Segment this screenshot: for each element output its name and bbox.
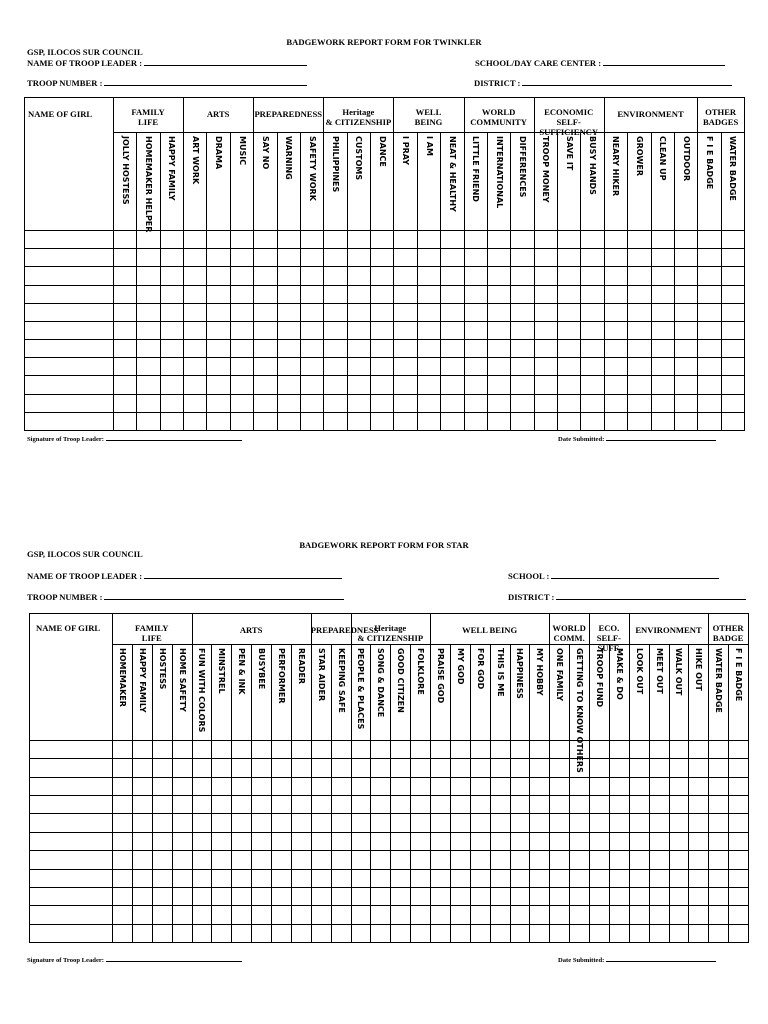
badge-name: HOMEMAKER — [117, 648, 127, 707]
name-of-girl-header: NAME OF GIRL — [36, 623, 101, 633]
group-header: WORLD COMM. — [552, 623, 586, 643]
group-divider — [253, 98, 254, 430]
badge-column-divider — [132, 644, 133, 942]
badge-column-divider — [300, 132, 301, 430]
badge-name: JOLLY HOSTESS — [120, 136, 130, 205]
signature-blank[interactable] — [106, 435, 242, 441]
date-submitted-blank[interactable] — [606, 435, 716, 441]
badge-column-divider — [669, 644, 670, 942]
badge-name: LOOK OUT — [634, 648, 644, 695]
group-divider — [323, 98, 324, 430]
group-header-divider — [113, 132, 744, 133]
badge-name: WATER BADGE — [714, 648, 724, 713]
badge-column-divider — [136, 132, 137, 430]
badge-column-divider — [688, 644, 689, 942]
table-row-line — [30, 832, 748, 833]
group-divider — [192, 614, 193, 942]
badge-name: I PRAY — [401, 136, 411, 166]
district-field[interactable] — [474, 78, 732, 88]
badge-column-divider — [331, 644, 332, 942]
district-field[interactable] — [508, 592, 746, 602]
badge-column-divider — [609, 644, 610, 942]
badge-name: GROWER — [634, 136, 644, 176]
girl-name-cell[interactable] — [31, 778, 111, 794]
table-row-line — [30, 905, 748, 906]
group-divider — [393, 98, 394, 430]
girl-name-cell[interactable] — [26, 322, 112, 338]
girl-name-cell[interactable] — [26, 231, 112, 247]
badge-name: STAR AIDER — [316, 648, 326, 702]
girl-name-cell[interactable] — [31, 870, 111, 886]
school-label: SCHOOL/DAY CARE CENTER : — [475, 58, 602, 68]
group-divider — [430, 614, 431, 942]
girl-name-cell[interactable] — [31, 851, 111, 867]
troop-leader-label: NAME OF TROOP LEADER : — [27, 58, 143, 68]
badge-column-divider — [410, 644, 411, 942]
badge-name: SONG & DANCE — [376, 648, 386, 718]
badge-column-divider — [160, 132, 161, 430]
group-header: PREPAREDNESS — [254, 109, 323, 119]
badge-name: MAKE & DO — [614, 648, 624, 700]
badge-name: BUSYBEE — [257, 648, 267, 690]
troop-number-field[interactable] — [27, 592, 344, 602]
girl-name-cell[interactable] — [31, 759, 111, 775]
badge-name: SAVE IT — [564, 136, 574, 171]
badge-name: HAPPY FAMILY — [167, 136, 177, 201]
badge-column-divider — [728, 644, 729, 942]
badge-column-divider — [651, 132, 652, 430]
table-row-line — [25, 394, 744, 395]
girl-name-cell[interactable] — [26, 413, 112, 429]
badge-column-divider — [370, 644, 371, 942]
name-of-girl-header: NAME OF GIRL — [28, 109, 93, 119]
date-submitted-blank[interactable] — [606, 956, 716, 962]
badge-name: TROOP FUND — [594, 648, 604, 708]
signature-blank[interactable] — [106, 956, 242, 962]
table-row-line — [25, 339, 744, 340]
badge-column-divider — [390, 644, 391, 942]
badge-name: BUSY HANDS — [588, 136, 598, 195]
badge-name: PERFORMER — [276, 648, 286, 704]
form-title: BADGEWORK REPORT FORM FOR STAR — [299, 540, 469, 550]
badge-name: ART WORK — [190, 136, 200, 185]
troop-leader-label: NAME OF TROOP LEADER : — [27, 571, 143, 581]
group-divider — [629, 614, 630, 942]
badge-column-divider — [721, 132, 722, 430]
council-name: GSP, ILOCOS SUR COUNCIL — [27, 549, 143, 559]
group-divider — [708, 614, 709, 942]
badge-name: PEN & INK — [237, 648, 247, 695]
badge-name: CUSTOMS — [354, 136, 364, 181]
badge-column-divider — [206, 132, 207, 430]
badge-name: SAFETY WORK — [307, 136, 317, 201]
district-blank[interactable] — [556, 592, 746, 600]
group-divider — [549, 614, 550, 942]
badge-name: TROOP MONEY — [541, 136, 551, 203]
badge-name: INTERNATIONAL — [494, 136, 504, 209]
badge-name: NEARY HIKER — [611, 136, 621, 197]
badge-name: HOSTESS — [157, 648, 167, 690]
district-label: DISTRICT : — [474, 78, 521, 88]
badge-name: HAPPINESS — [515, 648, 525, 699]
badge-table — [29, 613, 749, 943]
badge-name: FUN WITH COLORS — [197, 648, 207, 733]
badge-column-divider — [271, 644, 272, 942]
badge-column-divider — [417, 132, 418, 430]
troop-number-blank[interactable] — [104, 78, 307, 86]
badge-column-divider — [440, 132, 441, 430]
table-row-line — [25, 412, 744, 413]
badge-name: PHILIPPINES — [331, 136, 341, 193]
badge-name: HOME SAFETY — [177, 648, 187, 712]
group-header: FAMILY LIFE — [135, 623, 169, 643]
group-header: OTHER BADGES — [702, 107, 739, 127]
table-row-line — [30, 887, 748, 888]
name-column-divider — [113, 98, 114, 430]
table-row-line — [25, 285, 744, 286]
badge-column-divider — [251, 644, 252, 942]
badge-name: DRAMA — [214, 136, 224, 170]
badge-name: WALK OUT — [674, 648, 684, 696]
badge-column-divider — [487, 132, 488, 430]
girl-name-cell[interactable] — [26, 249, 112, 265]
group-divider — [589, 614, 590, 942]
badge-column-divider — [490, 644, 491, 942]
group-divider — [464, 98, 465, 430]
badge-name: LITTLE FRIEND — [471, 136, 481, 202]
group-header: WORLD COMMUNITY — [470, 107, 527, 127]
group-divider — [183, 98, 184, 430]
girl-name-cell[interactable] — [26, 395, 112, 411]
girl-name-cell[interactable] — [31, 741, 111, 757]
troop-number-field[interactable] — [27, 78, 307, 88]
girl-name-cell[interactable] — [31, 925, 111, 941]
badge-column-divider — [231, 644, 232, 942]
troop-number-label: TROOP NUMBER : — [27, 592, 103, 602]
badge-column-divider — [510, 644, 511, 942]
group-divider — [311, 614, 312, 942]
girl-name-cell[interactable] — [31, 796, 111, 812]
badge-column-divider — [230, 132, 231, 430]
troop-leader-field[interactable] — [27, 571, 342, 581]
badge-column-divider — [674, 132, 675, 430]
badge-table — [24, 97, 745, 431]
group-header: WELL BEING — [462, 625, 518, 635]
table-row-line — [30, 777, 748, 778]
badge-column-divider — [277, 132, 278, 430]
group-header: FAMILY LIFE — [131, 107, 165, 127]
badge-column-divider — [557, 132, 558, 430]
girl-name-cell[interactable] — [26, 340, 112, 356]
badge-column-divider — [569, 644, 570, 942]
table-row-line — [30, 795, 748, 796]
group-header: ARTS — [239, 625, 263, 635]
girl-name-cell[interactable] — [26, 358, 112, 374]
school-blank[interactable] — [603, 58, 725, 66]
badge-name: READER — [296, 648, 306, 685]
badge-column-divider — [152, 644, 153, 942]
signature-field[interactable] — [27, 956, 242, 964]
girl-name-cell[interactable] — [31, 814, 111, 830]
group-header: ENVIRONMENT — [635, 625, 702, 635]
table-row-line — [25, 357, 744, 358]
group-divider — [534, 98, 535, 430]
badge-name: WATER BADGE — [728, 136, 738, 201]
badge-name: MEET OUT — [654, 648, 664, 694]
district-blank[interactable] — [522, 78, 732, 86]
badge-column-divider — [510, 132, 511, 430]
badge-name: MINSTREL — [217, 648, 227, 694]
badge-name: DIFFERENCES — [517, 136, 527, 198]
badge-column-divider — [529, 644, 530, 942]
badge-name: MY HOBBY — [535, 648, 545, 696]
badge-name: HOMEMAKER HELPER — [144, 136, 154, 233]
table-row-line — [30, 813, 748, 814]
name-column-divider — [112, 614, 113, 942]
girl-name-cell[interactable] — [26, 267, 112, 283]
badge-name: FOR GOD — [475, 648, 485, 690]
school-blank[interactable] — [551, 571, 719, 579]
badge-column-divider — [172, 644, 173, 942]
table-row-line — [25, 321, 744, 322]
table-row-line — [25, 266, 744, 267]
group-header: ECO. SELF-SUFF. — [596, 623, 622, 653]
badge-name: PRAISE GOD — [435, 648, 445, 704]
troop-leader-blank[interactable] — [144, 58, 307, 66]
group-header: PREPAREDNESS — [310, 625, 379, 635]
group-divider — [604, 98, 605, 430]
signature-label: Signature of Troop Leader: — [27, 436, 104, 443]
badge-column-divider — [470, 644, 471, 942]
table-row-line — [25, 375, 744, 376]
badge-column-divider — [370, 132, 371, 430]
badge-name: KEEPING SAFE — [336, 648, 346, 713]
form-title: BADGEWORK REPORT FORM FOR TWINKLER — [286, 37, 482, 47]
badge-name: I AM — [424, 136, 434, 156]
troop-leader-field[interactable] — [27, 58, 307, 68]
badge-name: SAY NO — [260, 136, 270, 170]
date-submitted-label: Date Submitted: — [558, 957, 605, 964]
badge-name: THIS IS ME — [495, 648, 505, 697]
group-divider — [351, 614, 352, 942]
badge-column-divider — [291, 644, 292, 942]
group-header: Heritage & CITIZENSHIP — [357, 623, 424, 643]
badge-name: DANCE — [377, 136, 387, 167]
girl-name-cell[interactable] — [31, 833, 111, 849]
table-row-line — [25, 303, 744, 304]
badge-name: F I E BADGE — [704, 136, 714, 190]
header-bottom-line — [25, 230, 744, 231]
badge-name: GOOD CITIZEN — [396, 648, 406, 713]
badge-column-divider — [627, 132, 628, 430]
badge-name: HIKE OUT — [694, 648, 704, 691]
badge-column-divider — [580, 132, 581, 430]
badge-name: GETTING TO KNOW OTHERS — [575, 648, 585, 773]
troop-number-label: TROOP NUMBER : — [27, 78, 103, 88]
badge-name: ONE FAMILY — [555, 648, 565, 702]
group-header: WELL BEING — [414, 107, 443, 127]
date-submitted-field[interactable] — [558, 956, 716, 964]
school-field[interactable] — [508, 571, 719, 581]
badge-name: CLEAN UP — [658, 136, 668, 181]
date-submitted-label: Date Submitted: — [558, 436, 605, 443]
badge-name: F I E BADGE — [734, 648, 744, 702]
girl-name-cell[interactable] — [31, 888, 111, 904]
school-label: SCHOOL : — [508, 571, 550, 581]
badge-name: OUTDOOR — [681, 136, 691, 182]
table-row-line — [30, 869, 748, 870]
signature-field[interactable] — [27, 435, 242, 443]
badge-name: MY GOD — [455, 648, 465, 685]
troop-leader-blank[interactable] — [144, 571, 342, 579]
badge-name: HAPPY FAMILY — [137, 648, 147, 713]
date-submitted-field[interactable] — [558, 435, 716, 443]
troop-number-blank[interactable] — [104, 592, 344, 600]
badge-name: FOLKLORE — [416, 648, 426, 695]
girl-name-cell[interactable] — [26, 304, 112, 320]
header-bottom-line — [30, 740, 748, 741]
table-row-line — [30, 758, 748, 759]
badge-name: PEOPLE & PLACES — [356, 648, 366, 730]
group-header: OTHER BADGE — [712, 623, 744, 643]
girl-name-cell[interactable] — [26, 286, 112, 302]
badge-column-divider — [649, 644, 650, 942]
school-field[interactable] — [475, 58, 725, 68]
table-row-line — [30, 850, 748, 851]
badge-name: MUSIC — [237, 136, 247, 166]
group-header: ARTS — [206, 109, 230, 119]
girl-name-cell[interactable] — [26, 376, 112, 392]
council-name: GSP, ILOCOS SUR COUNCIL — [27, 47, 143, 57]
group-header: ENVIRONMENT — [617, 109, 684, 119]
district-label: DISTRICT : — [508, 592, 555, 602]
badge-column-divider — [347, 132, 348, 430]
table-row-line — [25, 248, 744, 249]
group-header: Heritage & CITIZENSHIP — [325, 107, 392, 127]
girl-name-cell[interactable] — [31, 906, 111, 922]
table-row-line — [30, 924, 748, 925]
group-divider — [697, 98, 698, 430]
group-header: ECONOMIC SELF-SUFFICIENCY — [539, 107, 599, 137]
badge-name: NEAT & HEALTHY — [447, 136, 457, 212]
signature-label: Signature of Troop Leader: — [27, 957, 104, 964]
badge-column-divider — [450, 644, 451, 942]
badge-column-divider — [211, 644, 212, 942]
badge-name: WARNING — [284, 136, 294, 180]
